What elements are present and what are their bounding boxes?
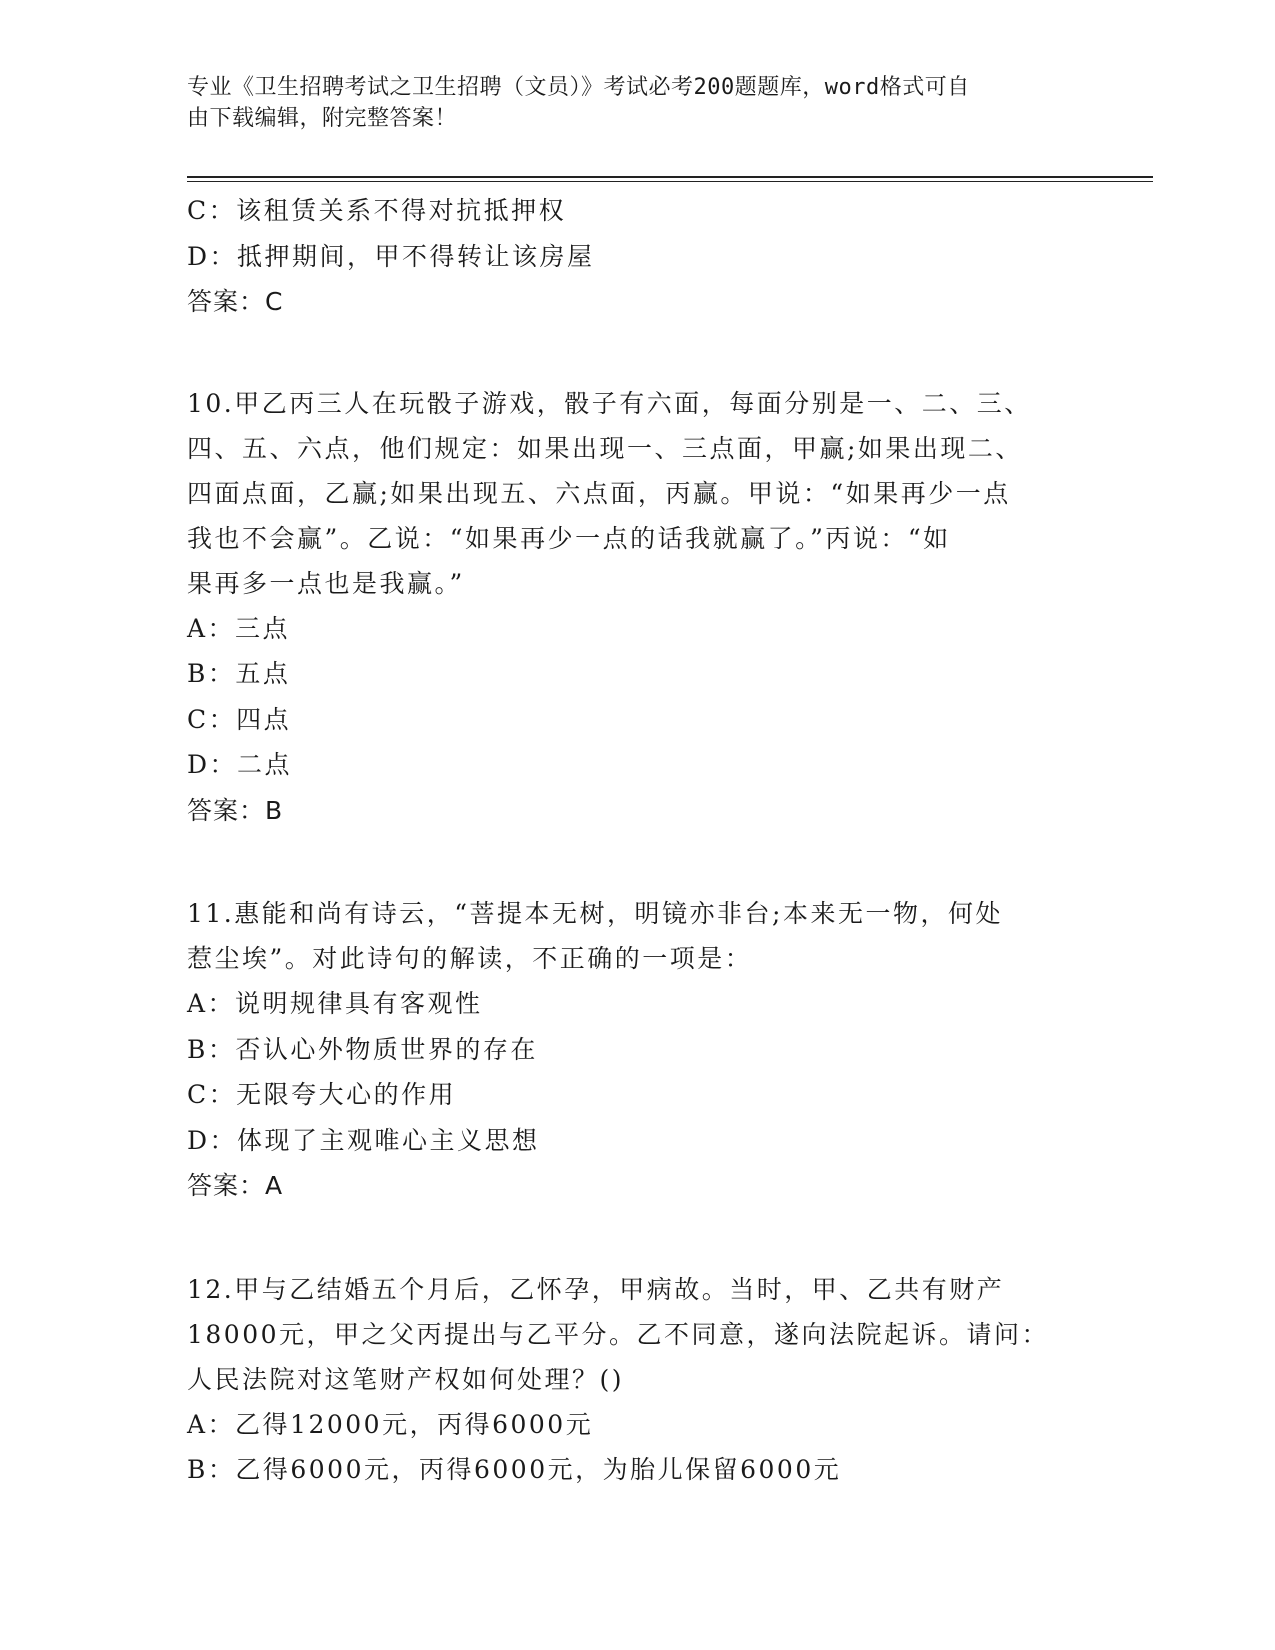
option-a: A：三点	[187, 613, 291, 643]
page-header	[187, 72, 1067, 134]
header-line-1: 专业《卫生招聘考试之卫生招聘（文员）》考试必考200题题库，word格式可自	[187, 75, 970, 100]
document-body	[187, 188, 1087, 1493]
question-text-line: 12.甲与乙结婚五个月后，乙怀孕，甲病故。当时，甲、乙共有财产	[187, 1274, 1005, 1304]
option-c: C：该租赁关系不得对抗抵押权	[187, 196, 567, 225]
header-line-2: 由下载编辑，附完整答案！	[187, 106, 458, 131]
header-rule-thick	[187, 176, 1153, 178]
option-a: A：乙得12000元，丙得6000元	[187, 1409, 594, 1439]
option-c: C：无限夸大心的作用	[187, 1080, 457, 1109]
question-text-line: 惹尘埃”。对此诗句的解读，不正确的一项是：	[187, 944, 753, 973]
option-d: D：二点	[187, 750, 293, 779]
question-text-line: 人民法院对这笔财产权如何处理？()	[187, 1364, 625, 1394]
answer: 答案：B	[187, 795, 284, 825]
question-9-tail	[187, 188, 1087, 325]
option-a: A：说明规律具有客观性	[187, 989, 483, 1018]
header-rule-thin	[187, 181, 1153, 182]
question-text-line: 11.惠能和尚有诗云，“菩提本无树，明镜亦非台;本来无一物，何处	[187, 899, 1003, 928]
option-b: B：五点	[187, 659, 291, 688]
answer: 答案：C	[187, 287, 284, 316]
question-text-line: 10.甲乙丙三人在玩骰子游戏，骰子有六面，每面分别是一、二、三、	[187, 388, 1032, 418]
question-11	[187, 891, 1087, 1209]
question-10	[187, 381, 1087, 834]
question-text-line: 我也不会赢”。乙说：“如果再少一点的话我就赢了。”丙说：“如	[187, 523, 951, 553]
option-c: C：四点	[187, 704, 292, 734]
answer: 答案：A	[187, 1171, 284, 1200]
option-d: D：体现了主观唯心主义思想	[187, 1125, 540, 1155]
question-text-line: 果再多一点也是我赢。”	[187, 568, 465, 598]
question-text-line: 四面点面，乙赢;如果出现五、六点面，丙赢。甲说：“如果再少一点	[187, 478, 1011, 508]
question-text-line: 18000元，甲之父丙提出与乙平分。乙不同意，遂向法院起诉。请问：	[187, 1319, 1050, 1349]
question-12	[187, 1267, 1087, 1493]
option-d: D：抵押期间，甲不得转让该房屋	[187, 241, 595, 271]
option-b: B：乙得6000元，丙得6000元，为胎儿保留6000元	[187, 1455, 842, 1484]
question-text-line: 四、五、六点，他们规定：如果出现一、三点面，甲赢;如果出现二、	[187, 433, 1023, 463]
option-b: B：否认心外物质世界的存在	[187, 1034, 538, 1064]
